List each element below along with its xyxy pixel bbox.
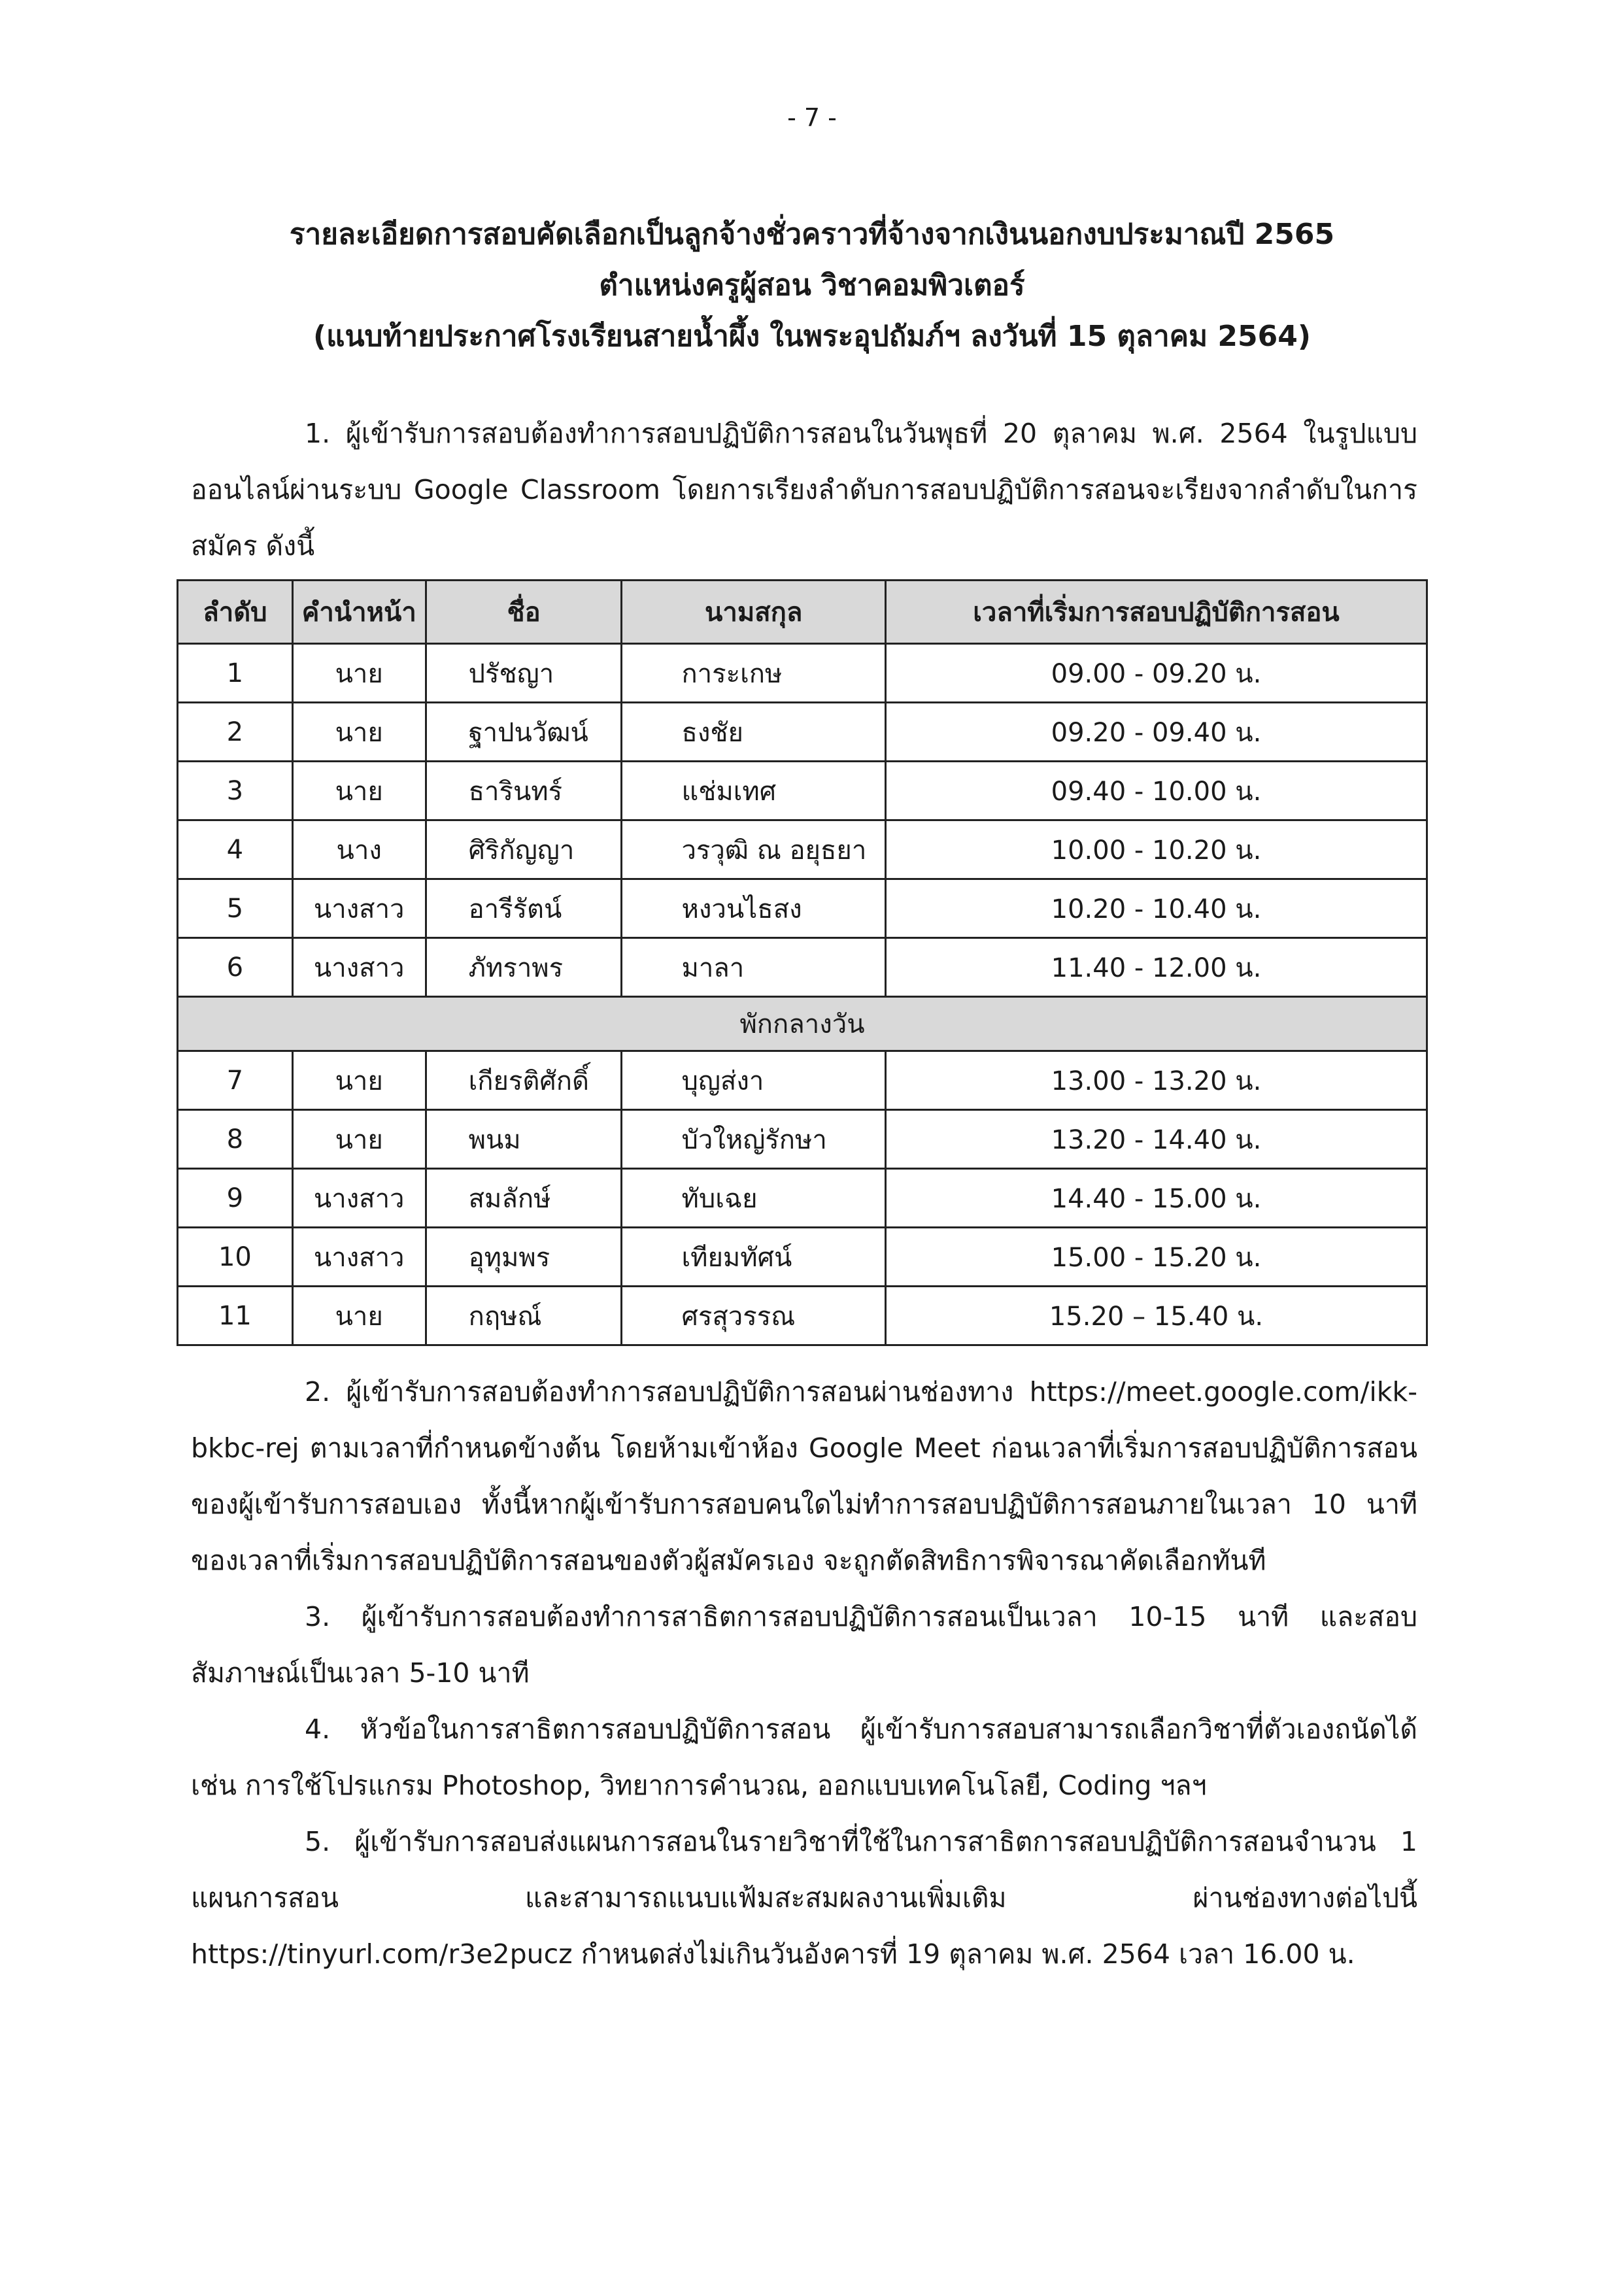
paragraph-4-text: 4. หัวข้อในการสาธิตการสอบปฏิบัติการสอน ผู้เข้ารับการสอบสามารถเลือกวิชาที่ตัวเองถนัดได้ เช่น การใช้โปรแกรม Photoshop, วิทยาการคำนวณ, ออกแบบเทคโนโลยี, Coding ฯลฯ (191, 1713, 1417, 1801)
header-first-name: ชื่อ (426, 581, 622, 644)
header-start-time: เวลาที่เริ่มการสอบปฏิบัติการสอน (885, 581, 1427, 644)
cell-time: 09.00 - 09.20 น. (885, 644, 1427, 703)
page-number: - 7 - (787, 103, 837, 132)
paragraph-3 (191, 1589, 1417, 1701)
paragraph-5 (191, 1813, 1417, 1982)
cell-order: 9 (178, 1169, 293, 1228)
title-line-3: (แนบท้ายประกาศโรงเรียนสายน้ำผึ้ง ในพระอุปถัมภ์ฯ ลงวันที่ 15 ตุลาคม 2564) (313, 320, 1311, 353)
header-surname: นามสกุล (622, 581, 885, 644)
cell-time: 14.40 - 15.00 น. (885, 1169, 1427, 1228)
cell-surname: ศรสุวรรณ (622, 1287, 885, 1345)
cell-first-name: ศิริกัญญา (426, 820, 622, 879)
cell-time: 10.00 - 10.20 น. (885, 820, 1427, 879)
table-row (178, 1228, 1427, 1287)
cell-first-name: อุทุมพร (426, 1228, 622, 1287)
title-line-2: ตำแหน่งครูผู้สอน วิชาคอมพิวเตอร์ (599, 269, 1025, 302)
cell-surname: มาลา (622, 938, 885, 997)
cell-time: 11.40 - 12.00 น. (885, 938, 1427, 997)
schedule-table (177, 579, 1428, 1346)
cell-first-name: พนม (426, 1110, 622, 1169)
cell-surname: บุญส่งา (622, 1051, 885, 1110)
paragraph-4 (191, 1701, 1417, 1813)
cell-order: 4 (178, 820, 293, 879)
table-row (178, 644, 1427, 703)
cell-first-name: ปรัชญา (426, 644, 622, 703)
cell-surname: ทับเฉย (622, 1169, 885, 1228)
cell-first-name: กฤษณ์ (426, 1287, 622, 1345)
table-row (178, 703, 1427, 762)
cell-prefix: นาย (292, 1110, 426, 1169)
cell-surname: การะเกษ (622, 644, 885, 703)
cell-time: 15.00 - 15.20 น. (885, 1228, 1427, 1287)
paragraph-2 (191, 1364, 1417, 1589)
lunch-break-label: พักกลางวัน (178, 997, 1427, 1051)
lunch-break-row (178, 997, 1427, 1051)
cell-first-name: เกียรติศักดิ์ (426, 1051, 622, 1110)
cell-time: 13.20 - 14.40 น. (885, 1110, 1427, 1169)
cell-prefix: นางสาว (292, 1228, 426, 1287)
cell-first-name: อารีรัตน์ (426, 879, 622, 938)
paragraph-1-text: 1. ผู้เข้ารับการสอบต้องทำการสอบปฏิบัติการสอนในวันพุธที่ 20 ตุลาคม พ.ศ. 2564 ในรูปแบบออนไลน์ผ่านระบบ Google Classroom โดยการเรียงลำดับการสอบปฏิบัติการสอนจะเรียงจากลำดับในการสมัคร ดังนี้ (191, 418, 1417, 562)
cell-order: 1 (178, 644, 293, 703)
cell-first-name: ภัทราพร (426, 938, 622, 997)
cell-prefix: นางสาว (292, 1169, 426, 1228)
cell-surname: วรวุฒิ ณ อยุธยา (622, 820, 885, 879)
table-row (178, 1110, 1427, 1169)
cell-time: 13.00 - 13.20 น. (885, 1051, 1427, 1110)
cell-time: 09.20 - 09.40 น. (885, 703, 1427, 762)
cell-prefix: นาย (292, 1287, 426, 1345)
document-title (0, 209, 1624, 362)
cell-time: 09.40 - 10.00 น. (885, 762, 1427, 820)
cell-prefix: นางสาว (292, 938, 426, 997)
cell-first-name: ฐาปนวัฒน์ (426, 703, 622, 762)
cell-surname: บัวใหญ่รักษา (622, 1110, 885, 1169)
cell-first-name: สมลักษ์ (426, 1169, 622, 1228)
cell-surname: แช่มเทศ (622, 762, 885, 820)
cell-order: 11 (178, 1287, 293, 1345)
cell-first-name: ธารินทร์ (426, 762, 622, 820)
table-row (178, 879, 1427, 938)
cell-prefix: นางสาว (292, 879, 426, 938)
cell-order: 3 (178, 762, 293, 820)
paragraph-2-text: 2. ผู้เข้ารับการสอบต้องทำการสอบปฏิบัติการสอนผ่านช่องทาง https://meet.google.com/ikk-bkbc-rej ตามเวลาที่กำหนดข้างต้น โดยห้ามเข้าห้อง Google Meet ก่อนเวลาที่เริ่มการสอบปฏิบัติการสอนของผู้เข้ารับการสอบเอง ทั้งนี้หากผู้เข้ารับการสอบคนใดไม่ทำการสอบปฏิบัติการสอนภายในเวลา 10 นาทีของเวลาที่เริ่มการสอบปฏิบัติการสอนของตัวผู้สมัครเอง จะถูกตัดสิทธิการพิจารณาคัดเลือกทันที (191, 1376, 1417, 1576)
header-order: ลำดับ (178, 581, 293, 644)
title-line-1: รายละเอียดการสอบคัดเลือกเป็นลูกจ้างชั่วคราวที่จ้างจากเงินนอกงบประมาณปี 2565 (289, 218, 1335, 251)
table-row (178, 1051, 1427, 1110)
cell-surname: ธงชัย (622, 703, 885, 762)
table-header-row (178, 581, 1427, 644)
cell-order: 2 (178, 703, 293, 762)
cell-order: 8 (178, 1110, 293, 1169)
cell-order: 7 (178, 1051, 293, 1110)
cell-order: 5 (178, 879, 293, 938)
cell-prefix: นาย (292, 644, 426, 703)
paragraph-1 (191, 405, 1417, 574)
cell-time: 10.20 - 10.40 น. (885, 879, 1427, 938)
cell-time: 15.20 – 15.40 น. (885, 1287, 1427, 1345)
table-row (178, 1287, 1427, 1345)
paragraph-5-text: 5. ผู้เข้ารับการสอบส่งแผนการสอนในรายวิชาที่ใช้ในการสาธิตการสอบปฏิบัติการสอนจำนวน 1 แผนการสอน และสามารถแนบแฟ้มสะสมผลงานเพิ่มเติม ผ่านช่องทางต่อไปนี้ https://tinyurl.com/r3e2pucz กำหนดส่งไม่เกินวันอังคารที่ 19 ตุลาคม พ.ศ. 2564 เวลา 16.00 น. (191, 1826, 1417, 1970)
cell-surname: เทียมทัศน์ (622, 1228, 885, 1287)
table-row (178, 1169, 1427, 1228)
cell-order: 10 (178, 1228, 293, 1287)
cell-prefix: นาย (292, 762, 426, 820)
cell-surname: หงวนไธสง (622, 879, 885, 938)
cell-prefix: นาย (292, 1051, 426, 1110)
paragraph-3-text: 3. ผู้เข้ารับการสอบต้องทำการสาธิตการสอบปฏิบัติการสอนเป็นเวลา 10-15 นาที และสอบสัมภาษณ์เป็นเวลา 5-10 นาที (191, 1601, 1417, 1689)
cell-prefix: นาง (292, 820, 426, 879)
cell-prefix: นาย (292, 703, 426, 762)
table-row (178, 762, 1427, 820)
table-row (178, 938, 1427, 997)
table-row (178, 820, 1427, 879)
cell-order: 6 (178, 938, 293, 997)
header-prefix: คำนำหน้า (292, 581, 426, 644)
